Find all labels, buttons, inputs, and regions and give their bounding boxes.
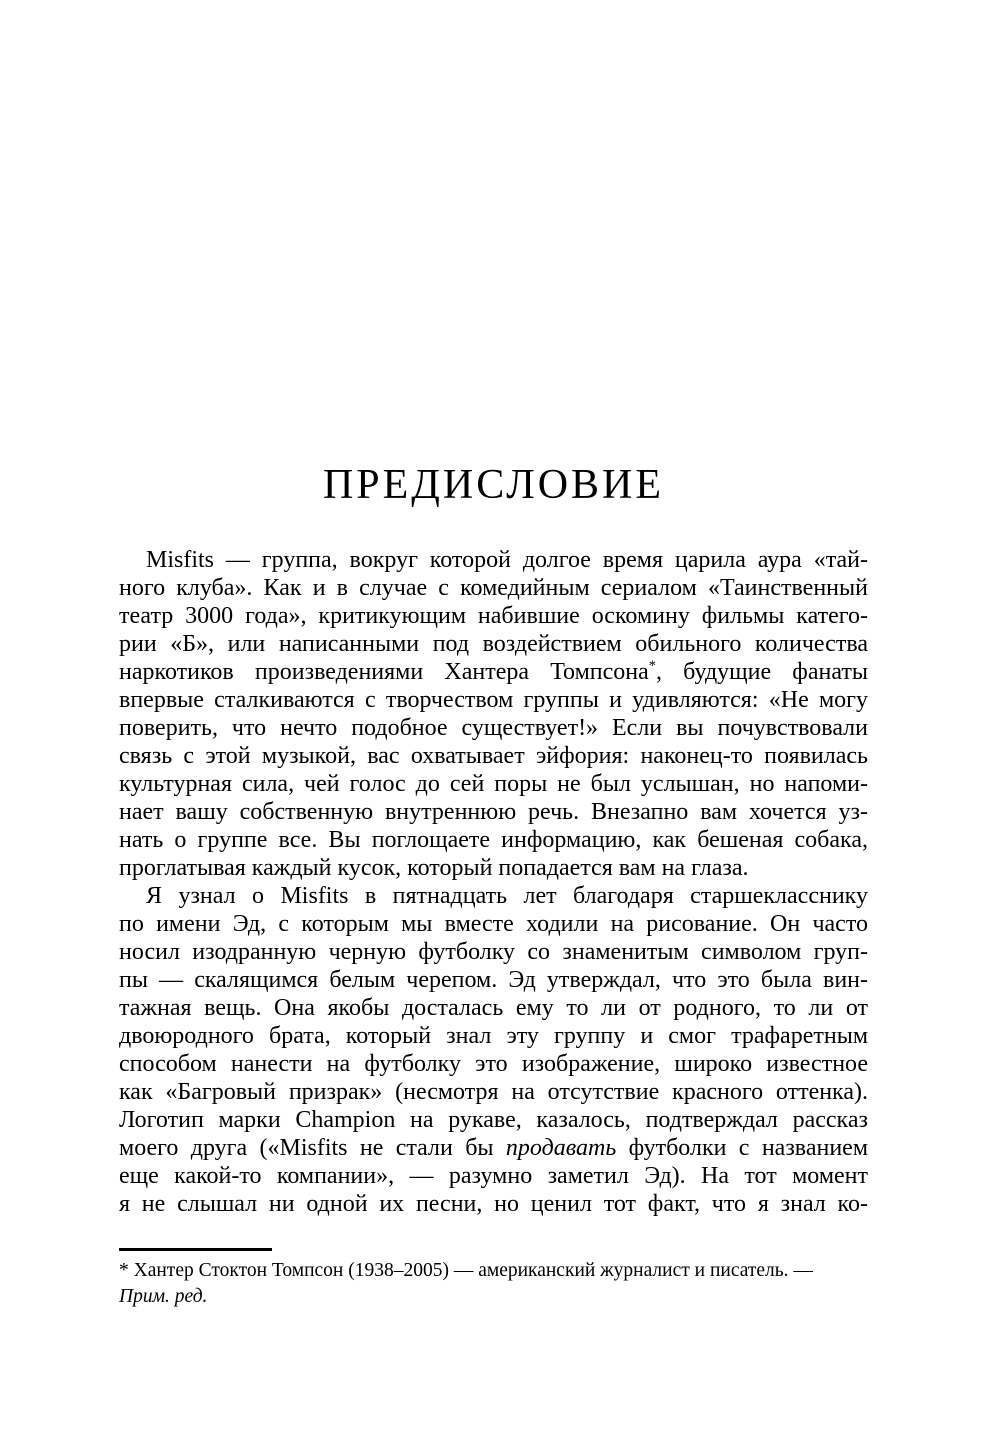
body-line [119,658,868,686]
body-line [119,1190,868,1218]
text-run: способом нанести на футболку это изображение, широко известное [119,1051,868,1077]
text-run: театр 3000 года», критикующим набившие оскомину фильмы катего- [119,603,868,629]
body-line [119,798,868,826]
body-line [119,966,868,994]
body-line [119,994,868,1022]
paragraph [119,882,868,1218]
footnote-line [119,1284,868,1310]
body-line [119,714,868,742]
text-run: ного клуба». Как и в случае с комедийным сериалом «Таинственный [119,575,868,601]
text-run: двоюродного брата, который знал эту группу и смог трафаретным [119,1023,868,1049]
footnote-text [119,1258,868,1310]
body-text [119,546,868,1218]
text-run: я не слышал ни одной их песни, но ценил тот факт, что я знал ко- [119,1191,868,1217]
footnote-marker: * [648,658,656,674]
text-run: по имени Эд, с которым мы вместе ходили на рисование. Он часто [119,911,868,937]
body-line [119,1022,868,1050]
body-line [119,546,868,574]
body-line [119,742,868,770]
body-line [119,1078,868,1106]
body-line [119,854,868,882]
text-run: Я узнал о Misfits в пятнадцать лет благодаря старшекласснику [146,883,868,909]
text-run: впервые сталкиваются с творчеством группы и удивляются: «Не могу [119,687,868,713]
chapter-title: ПРЕДИСЛОВИЕ [322,462,665,508]
body-line [119,770,868,798]
footnote-divider [119,1248,272,1251]
text-run: культурная сила, чей голос до сей поры не был услышан, но напоми- [119,771,868,797]
text-run: Логотип марки Champion на рукаве, казалось, подтверждал рассказ [119,1107,868,1133]
text-run: Misfits — группа, вокруг которой долгое время царила аура «тай- [146,547,868,573]
body-line [119,910,868,938]
paragraph [119,546,868,882]
text-run: пы — скалящимся белым черепом. Эд утверждал, что это была вин- [119,967,868,993]
text-run: футболки с названием [616,1135,868,1161]
text-run: тажная вещь. Она якобы досталась ему то ли от родного, то ли от [119,995,868,1021]
text-run: * Хантер Стоктон Томпсон (1938–2005) — американский журналист и писатель. — [119,1260,813,1281]
text-run: проглатывая каждый кусок, который попадается вам на глаза. [119,855,749,881]
body-line [119,1050,868,1078]
body-line [119,1134,868,1162]
text-run: носил изодранную черную футболку со знаменитым символом груп- [119,939,868,965]
text-run: рии «Б», или написанными под воздействием обильного количества [119,631,868,657]
footnote-line [119,1258,868,1284]
text-run: продавать [505,1135,617,1161]
body-line [119,882,868,910]
text-run: , будущие фанаты [655,659,868,685]
body-line [119,938,868,966]
text-run: еще какой-то компании», — разумно заметил Эд). На тот момент [119,1163,868,1189]
text-run: наркотиков произведениями Хантера Томпсона [119,659,649,685]
text-run: нает вашу собственную внутреннюю речь. Внезапно вам хочется уз- [119,799,868,825]
body-line [119,686,868,714]
text-run: как «Багровый призрак» (несмотря на отсутствие красного оттенка). [119,1079,868,1105]
body-line [119,826,868,854]
body-line [119,574,868,602]
text-run: поверить, что нечто подобное существует!» Если вы почувствовали [119,715,868,741]
footnote [119,1248,868,1310]
text-run: Прим. ред. [119,1286,208,1307]
body-line [119,1162,868,1190]
text-run: нать о группе все. Вы поглощаете информацию, как бешеная собака, [119,827,868,853]
body-line [119,630,868,658]
body-line [119,1106,868,1134]
text-run: моего друга («Misfits не стали бы [119,1135,506,1161]
text-run: связь с этой музыкой, вас охватывает эйфория: наконец-то появилась [119,743,868,769]
body-line [119,602,868,630]
